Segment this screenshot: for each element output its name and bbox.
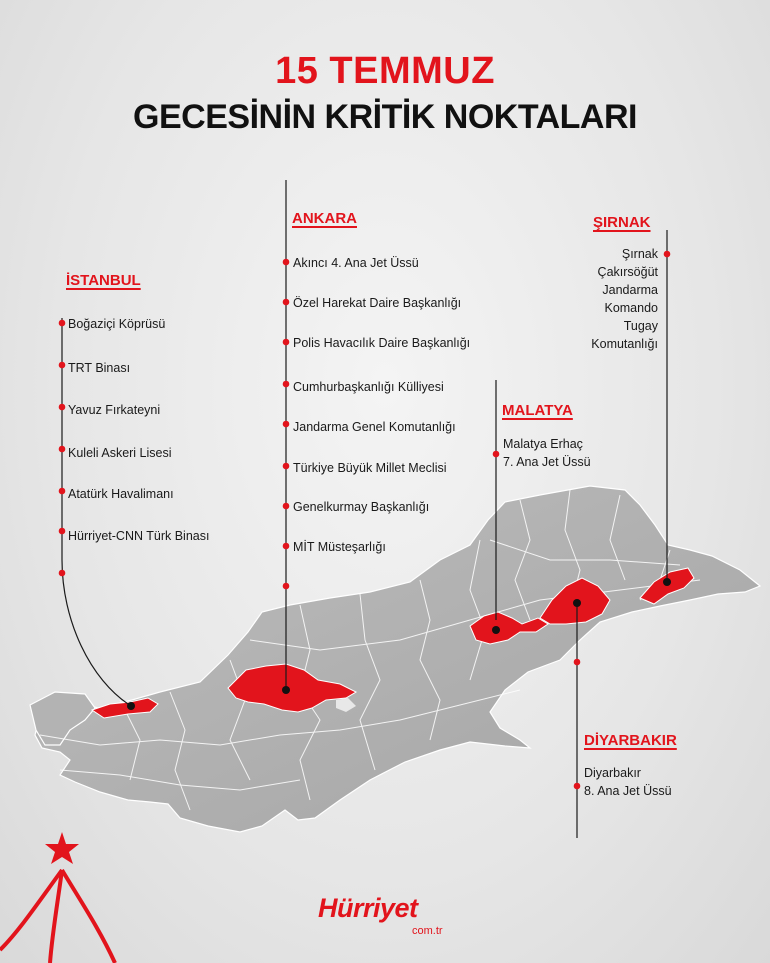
list-item: Yavuz Fırkateyni [68, 403, 161, 417]
ankara-title: ANKARA [292, 210, 357, 227]
star-icon [45, 832, 79, 864]
list-item: Şırnak [621, 247, 658, 261]
istanbul-title: İSTANBUL [66, 272, 141, 289]
list-item: Polis Havacılık Daire Başkanlığı [293, 336, 471, 350]
brand-suffix: com.tr [412, 925, 443, 937]
list-item: Genelkurmay Başkanlığı [293, 500, 430, 514]
list-item: 7. Ana Jet Üssü [503, 455, 591, 469]
list-item: TRT Binası [68, 361, 131, 375]
list-item: Diyarbakır [584, 766, 641, 780]
list-item: Jandarma [602, 283, 658, 297]
diyarbakir-title: DİYARBAKIR [584, 732, 677, 749]
list-item: Komutanlığı [591, 337, 658, 351]
list-item: Atatürk Havalimanı [68, 487, 174, 501]
list-item: Cumhurbaşkanlığı Külliyesi [293, 380, 444, 394]
malatya-title: MALATYA [502, 402, 573, 419]
title-line-2: GECESİNİN KRİTİK NOKTALARI [133, 98, 637, 136]
list-item: Hürriyet-CNN Türk Binası [68, 529, 210, 543]
list-item: Malatya Erhaç [503, 437, 583, 451]
list-item: Türkiye Büyük Millet Meclisi [293, 461, 447, 475]
sirnak-title: ŞIRNAK [593, 214, 651, 231]
list-item: Boğaziçi Köprüsü [68, 317, 166, 331]
title-line-1: 15 TEMMUZ [275, 50, 495, 92]
list-item: Akıncı 4. Ana Jet Üssü [293, 256, 419, 270]
list-item: Tugay [623, 319, 658, 333]
list-item: MİT Müsteşarlığı [293, 540, 386, 554]
list-item: Komando [604, 301, 658, 315]
list-item: Jandarma Genel Komutanlığı [293, 420, 456, 434]
list-item: Kuleli Askeri Lisesi [68, 446, 172, 460]
decorative-arcs [0, 870, 115, 963]
list-item: Özel Harekat Daire Başkanlığı [293, 296, 462, 310]
list-item: 8. Ana Jet Üssü [584, 784, 672, 798]
list-item: Çakırsöğüt [597, 265, 658, 279]
brand-logo: Hürriyet [318, 893, 418, 923]
